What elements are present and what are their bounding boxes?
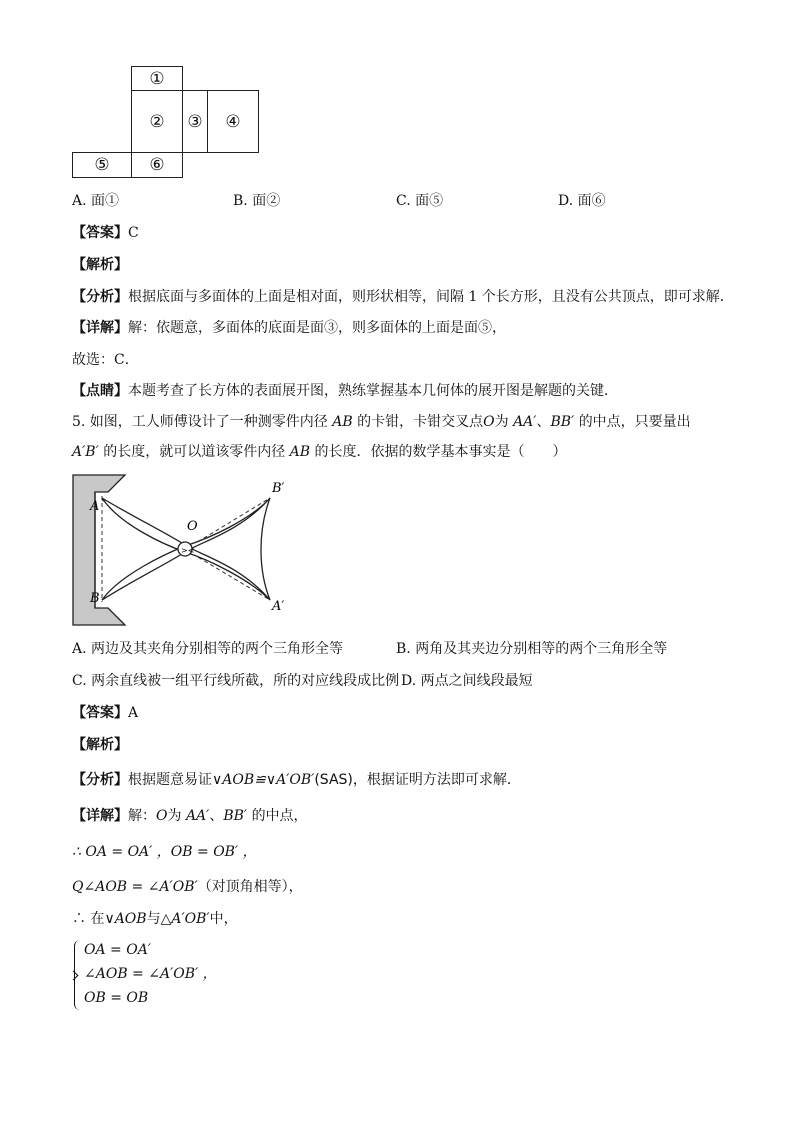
option-text: 两点之间线段最短 bbox=[420, 673, 533, 689]
step-text: 与 bbox=[146, 911, 161, 927]
answer-tag: 【答案】 bbox=[72, 225, 128, 241]
q5-stem-line2 bbox=[72, 444, 567, 461]
comment-tag: 【点睛】 bbox=[72, 383, 128, 399]
fenxi-text: ，根据证明方法即可求解． bbox=[352, 772, 521, 788]
option-letter: D. bbox=[558, 193, 574, 209]
option-text: 两边及其夹角分别相等的两个三角形全等 bbox=[91, 641, 344, 657]
step-text: ∴ OA = OA′ ，OB = OB′ ， bbox=[72, 844, 257, 860]
step-text: （对顶角相等）， bbox=[197, 879, 303, 895]
stem-text: 的卡钳，卡钳交叉点 bbox=[357, 414, 484, 430]
analysis-tag: 【解析】 bbox=[72, 257, 128, 273]
net-face-2: ② bbox=[131, 90, 183, 153]
net-face-5: ⑤ bbox=[72, 152, 132, 178]
fenxi-sas: (SAS) bbox=[314, 772, 353, 788]
option-text: 面⑤ bbox=[415, 193, 444, 209]
option-text: 面⑥ bbox=[577, 193, 606, 209]
stem-text: 的中点，只要量出 bbox=[578, 414, 691, 430]
net-face-1: ① bbox=[131, 66, 183, 91]
q4-choose bbox=[72, 352, 139, 369]
q5-option-a bbox=[72, 641, 343, 658]
option-text: 两角及其夹边分别相等的两个三角形全等 bbox=[415, 641, 668, 657]
stem-text: 的长度．依据的数学基本事实是（ ） bbox=[314, 444, 567, 460]
math-ab: AB bbox=[332, 414, 353, 430]
option-text: 面① bbox=[91, 193, 120, 209]
stem-text: 、 bbox=[536, 414, 551, 430]
detail-tag: 【详解】 bbox=[72, 320, 128, 336]
answer-tag: 【答案】 bbox=[72, 705, 128, 721]
caliper-figure bbox=[70, 470, 300, 630]
stem-text: 的长度，就可以道该零件内径 bbox=[103, 444, 286, 460]
option-letter: C. bbox=[72, 673, 87, 689]
step-math: △A′OB′ bbox=[160, 911, 210, 927]
math-ab: AB bbox=[289, 444, 311, 460]
label-b1: B′ bbox=[272, 481, 285, 496]
step-math: Q∠AOB = ∠A′OB′ bbox=[72, 879, 198, 895]
q5-step2 bbox=[72, 879, 303, 896]
label-b: B bbox=[90, 591, 100, 606]
q5-fenxi bbox=[72, 772, 521, 789]
q4-detail bbox=[72, 320, 506, 337]
step-math: ∨AOB bbox=[104, 911, 147, 927]
step-text: ∴ 在 bbox=[72, 911, 105, 927]
q5-detail bbox=[72, 808, 308, 825]
brace-line-1: OA = OA′ bbox=[84, 942, 151, 958]
q4-analysis-tag bbox=[72, 257, 128, 274]
q4-option-c bbox=[396, 193, 443, 210]
q5-option-b bbox=[396, 641, 667, 658]
q4-fenxi bbox=[72, 289, 734, 306]
analysis-tag: 【解析】 bbox=[72, 737, 128, 753]
q5-step3 bbox=[72, 911, 238, 928]
answer-value: A bbox=[128, 705, 139, 721]
q4-option-d bbox=[558, 193, 606, 210]
math-bb1: BB′ bbox=[223, 808, 248, 824]
detail-text: 的中点， bbox=[251, 808, 308, 824]
brace-line-3: OB = OB bbox=[84, 990, 149, 1006]
label-a: A bbox=[90, 499, 100, 514]
detail-text: 为 bbox=[167, 808, 182, 824]
math-o: O bbox=[483, 414, 495, 430]
detail-tag: 【详解】 bbox=[72, 808, 128, 824]
stem-text: 5. 如图，工人师傅设计了一种测零件内径 bbox=[72, 414, 328, 430]
q5-step1 bbox=[72, 844, 257, 861]
net-face-4: ④ bbox=[207, 90, 259, 153]
fenxi-tag: 【分析】 bbox=[72, 289, 128, 305]
option-letter: B. bbox=[233, 193, 248, 209]
fenxi-tag: 【分析】 bbox=[72, 772, 128, 788]
option-letter: C. bbox=[396, 193, 411, 209]
q5-option-d bbox=[401, 673, 533, 690]
math-aa1: AA′ bbox=[185, 808, 210, 824]
math-a1b1: A′B′ bbox=[72, 444, 99, 460]
detail-text: 解： bbox=[128, 808, 156, 824]
net-face-6: ⑥ bbox=[131, 152, 183, 178]
fenxi-math: ∨AOB≌∨A′OB′ bbox=[212, 772, 315, 788]
stem-text: 为 bbox=[494, 414, 509, 430]
q4-option-a bbox=[72, 193, 119, 210]
svg-text:><: >< bbox=[181, 546, 195, 555]
q5-stem-line1 bbox=[72, 414, 691, 431]
q4-option-b bbox=[233, 193, 280, 210]
q5-answer bbox=[72, 705, 138, 722]
net-face-3: ③ bbox=[182, 90, 208, 153]
brace-line-2: ∠AOB = ∠A′OB′ ， bbox=[84, 966, 217, 982]
option-letter: B. bbox=[396, 641, 411, 657]
math-o: O bbox=[156, 808, 168, 824]
choose-text: 故选：C． bbox=[72, 352, 139, 368]
option-letter: D. bbox=[401, 673, 417, 689]
label-a1: A′ bbox=[272, 599, 285, 614]
detail-text: 解：依题意，多面体的底面是面③，则多面体的上面是面⑤， bbox=[128, 320, 506, 336]
q4-comment bbox=[72, 383, 618, 400]
option-text: 面② bbox=[252, 193, 281, 209]
q5-analysis-tag bbox=[72, 737, 128, 754]
detail-text: 、 bbox=[209, 808, 224, 824]
option-letter: A. bbox=[72, 193, 87, 209]
math-bb1: BB′ bbox=[550, 414, 575, 430]
label-o: O bbox=[187, 519, 198, 534]
q4-answer bbox=[72, 225, 139, 242]
math-aa1: AA′ bbox=[513, 414, 537, 430]
q5-option-c bbox=[72, 673, 399, 690]
step-text: 中， bbox=[209, 911, 238, 927]
fenxi-text: 根据底面与多面体的上面是相对面，则形状相等，间隔 1 个长方形，且没有公共顶点，即可求解． bbox=[128, 289, 734, 305]
fenxi-text: 根据题意易证 bbox=[128, 772, 212, 788]
option-letter: A. bbox=[72, 641, 87, 657]
answer-value: C bbox=[128, 225, 139, 241]
comment-text: 本题考查了长方体的表面展开图，熟练掌握基本几何体的展开图是解题的关键． bbox=[128, 383, 618, 399]
option-text: 两余直线被一组平行线所截，所的对应线段成比例 bbox=[91, 673, 400, 689]
